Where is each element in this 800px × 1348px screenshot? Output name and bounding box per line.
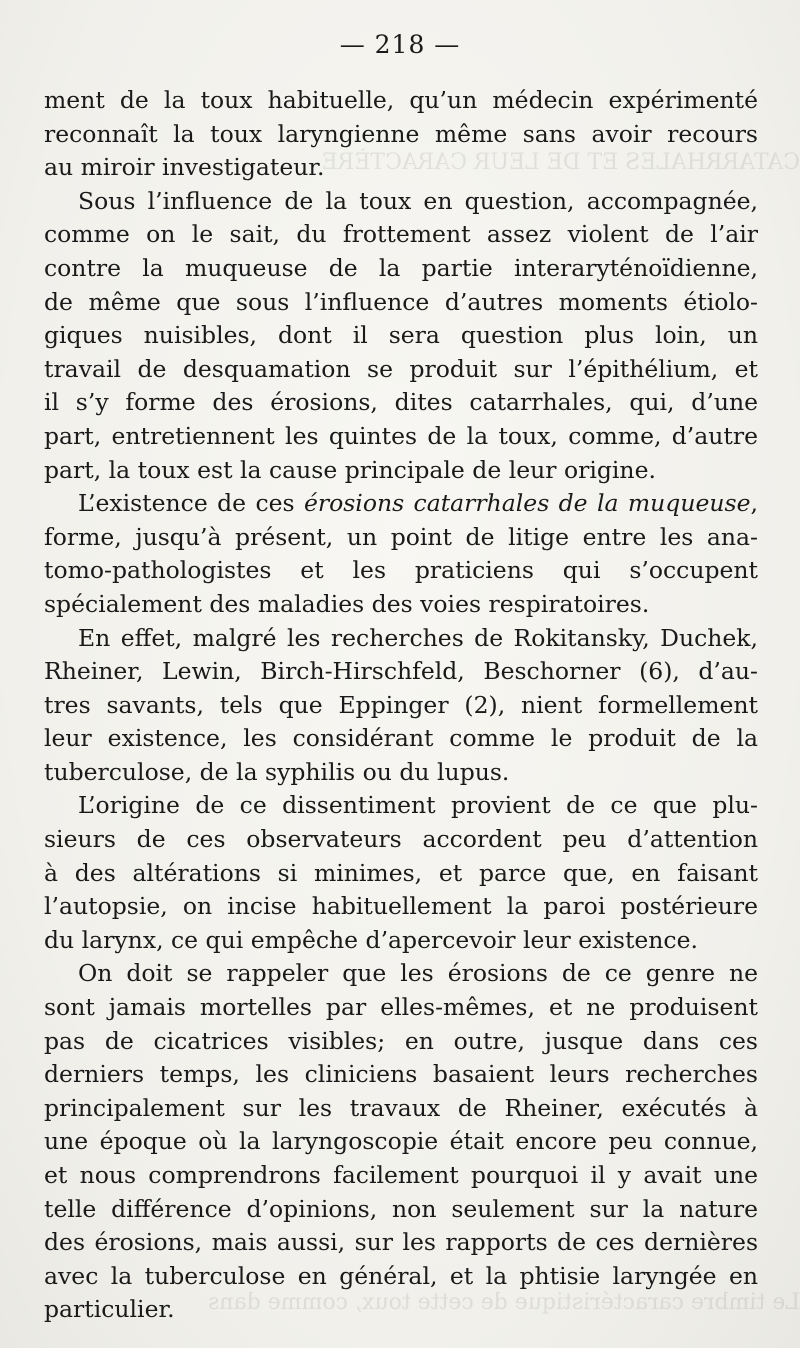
text-segment: travail de desquamation se produit sur l’épithélium, et [44,354,758,383]
text-line [44,151,758,185]
text-line [44,655,758,689]
text-line [44,386,758,420]
text-line [44,521,758,555]
text-line [44,1058,758,1092]
text-segment: sont jamais mortelles par elles-mêmes, et ne produisent [44,993,758,1022]
text-segment: part, entretiennent les quintes de la toux, comme, d’autre [44,421,758,450]
text-line [44,689,758,723]
show-through-line: CATARRHALES ET DE LEUR CARACTÈRE [321,150,800,175]
text-line [44,420,758,454]
text-line [44,756,758,790]
text-segment: de même que sous l’influence d’autres moments étiolo- [44,287,758,316]
text-segment: L’existence de ces [78,489,304,518]
text-line [44,991,758,1025]
text-segment: l’autopsie, on incise habituellement la paroi postérieure [44,892,758,921]
text-line [44,118,758,152]
text-line [44,1125,758,1159]
text-line [44,1159,758,1193]
text-segment: part, la toux est la cause principale de leur origine. [44,455,656,484]
text-segment: ment de la toux habituelle, qu’un médecin expérimenté [44,86,758,114]
text-segment: tuberculose, de la syphilis ou du lupus. [44,757,510,786]
text-segment: des érosions, mais aussi, sur les rapports de ces dernières [44,1228,758,1257]
text-segment: , [750,489,758,518]
text-segment: derniers temps, les cliniciens basaient leurs recherches [44,1060,758,1089]
text-segment: au miroir investigateur. [44,153,325,182]
text-line [44,1025,758,1059]
text-segment: spécialement des maladies des voies respiratoires. [44,589,650,618]
text-segment: il s’y forme des érosions, dites catarrhales, qui, d’une [44,388,758,417]
text-segment: et nous comprendrons facilement pourquoi il y avait une [44,1161,758,1189]
text-line [44,823,758,857]
text-segment: Rheiner, Lewin, Birch-Hirschfeld, Beschorner (6), d’au- [44,657,758,686]
text-segment: avec la tuberculose en général, et la phtisie laryngée en [44,1261,758,1290]
text-segment: telle différence d’opinions, non seulement sur la nature [44,1194,758,1223]
text-line [44,1260,758,1294]
text-segment: reconnaît la toux laryngienne même sans avoir recours [44,119,758,148]
text-line [44,252,758,286]
text-line [44,1293,758,1327]
text-line [44,924,758,958]
text-line [44,1193,758,1227]
text-segment: sieurs de ces observateurs accordent peu d’attention [44,825,758,854]
text-segment: pas de cicatrices visibles; en outre, jusque dans ces [44,1026,758,1055]
text-line [44,622,758,656]
text-line [44,84,758,118]
text-segment: giques nuisibles, dont il sera question plus loin, un [44,321,758,350]
text-line [44,554,758,588]
italic-phrase: érosions catarrhales de la muqueuse [303,489,751,518]
page-number: — 218 — [339,30,461,59]
text-segment: On doit se rappeler que les érosions de ce genre ne [78,959,758,988]
text-line [44,789,758,823]
text-segment: En effet, malgré les recherches de Rokitansky, Duchek, [78,623,758,652]
text-line [44,185,758,219]
text-segment: comme on le sait, du frottement assez violent de l’air [44,220,758,249]
text-line [44,722,758,756]
text-line [44,353,758,387]
text-segment: principalement sur les travaux de Rheiner, exécutés à [44,1093,758,1122]
text-segment: contre la muqueuse de la partie interaryténoïdienne, [44,253,758,282]
text-segment: leur existence, les considérant comme le produit de la [44,724,758,753]
text-segment: Sous l’influence de la toux en question, accompagnée, [78,186,758,215]
text-line [44,857,758,891]
text-line [44,957,758,991]
text-segment: particulier. [44,1295,175,1324]
body-text [44,84,758,1327]
text-line [44,454,758,488]
text-line [44,1226,758,1260]
text-line [44,890,758,924]
text-line [44,588,758,622]
text-line [44,218,758,252]
text-line [44,319,758,353]
text-segment: tres savants, tels que Eppinger (2), nient formellement [44,690,758,719]
text-segment: à des altérations si minimes, et parce que, en faisant [44,858,758,887]
text-segment: une époque où la laryngoscopie était encore peu connue, [44,1127,758,1156]
text-line [44,1092,758,1126]
text-segment: tomo-pathologistes et les praticiens qui s’occupent [44,556,758,585]
text-line [44,286,758,320]
text-segment: du larynx, ce qui empêche d’apercevoir leur existence. [44,925,698,954]
text-line [44,487,758,521]
text-segment: L’origine de ce dissentiment provient de ce que plu- [78,791,758,820]
text-segment: forme, jusqu’à présent, un point de litige entre les ana- [44,522,758,551]
show-through-line: Le timbre caractéristique de cette toux, comme dans [208,1290,800,1315]
